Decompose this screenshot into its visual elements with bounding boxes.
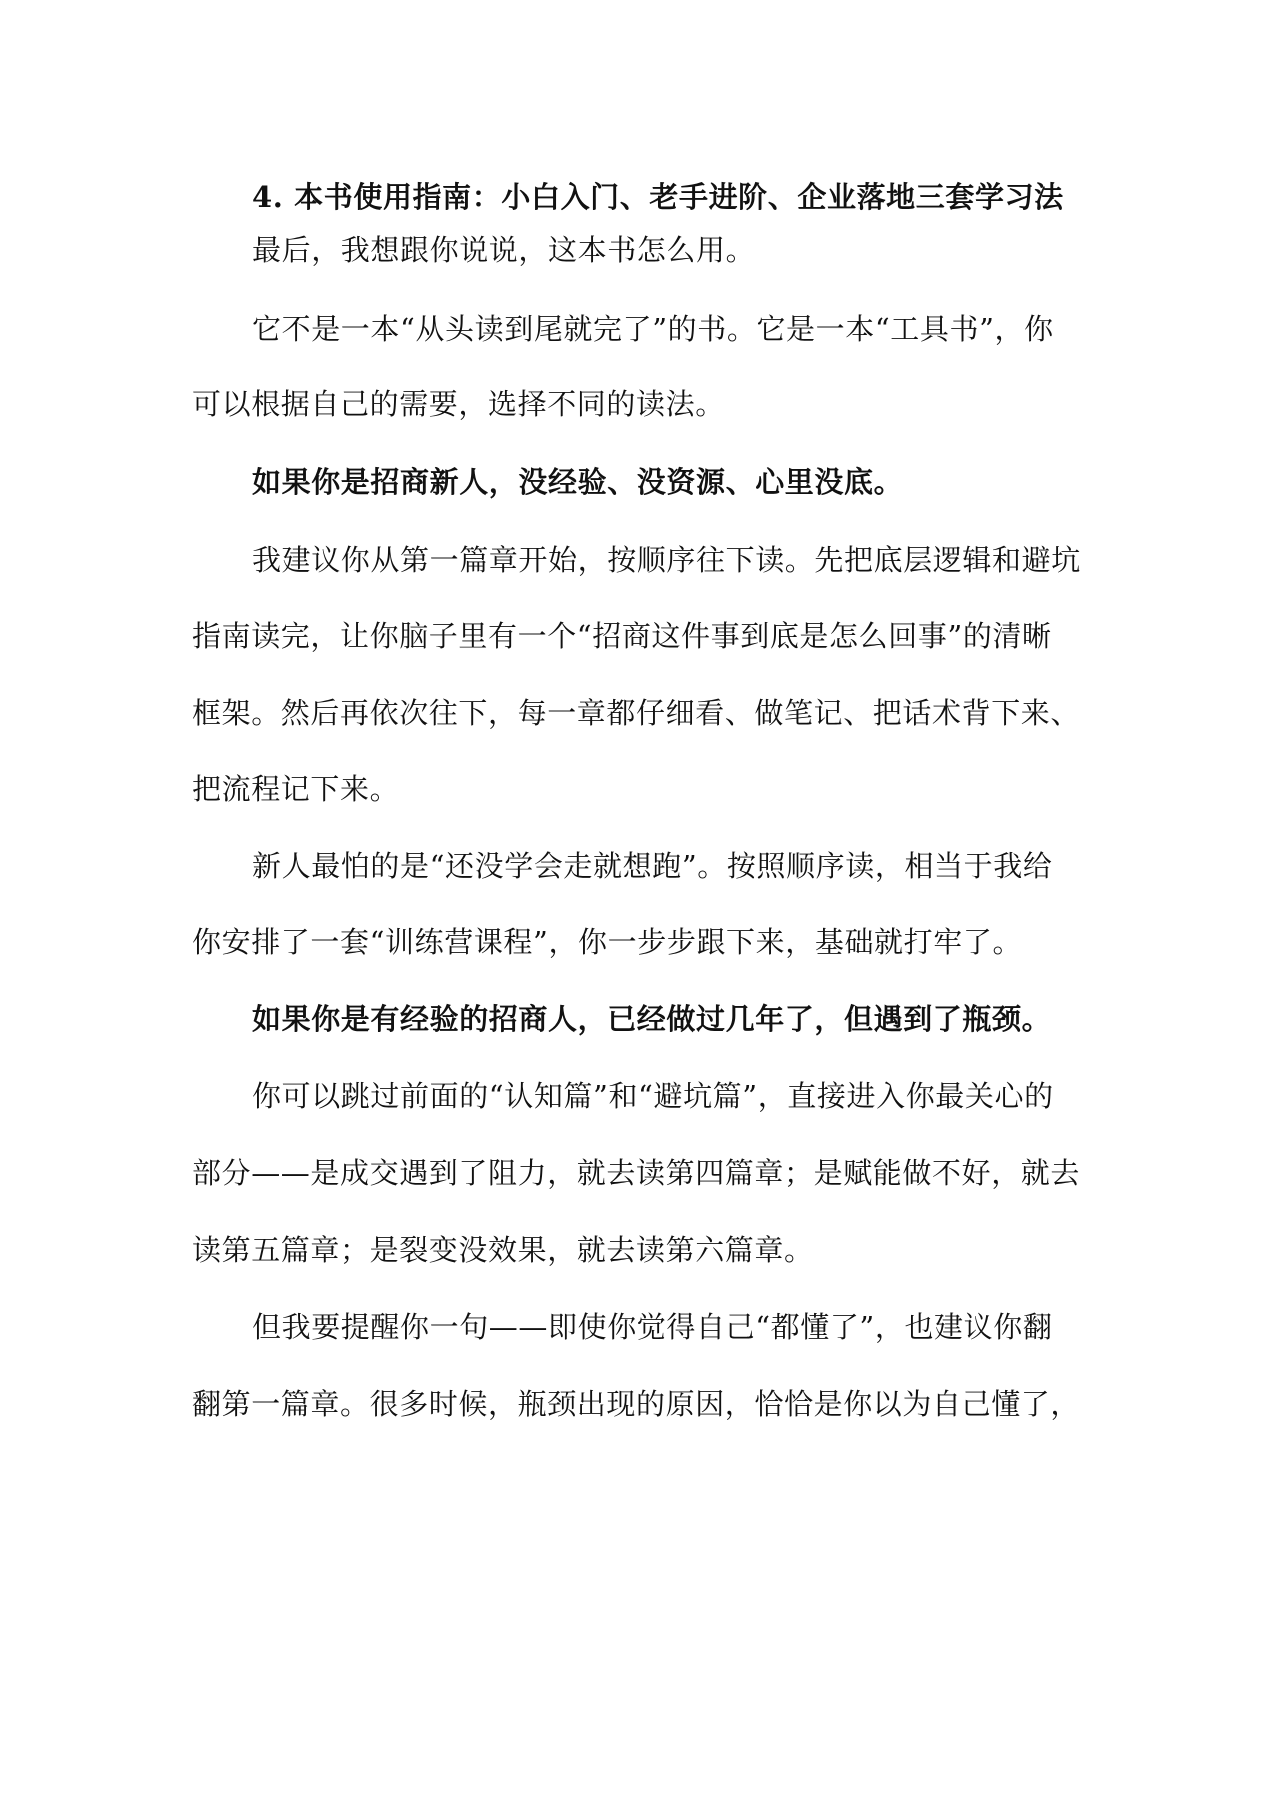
paragraph-line: 我建议你从第一篇章开始，按顺序往下读。先把底层逻辑和避坑 — [252, 543, 1081, 577]
paragraph-line: 你安排了一套“训练营课程”，你一步步跟下来，基础就打牢了。 — [192, 925, 1023, 959]
paragraph-line: 它不是一本“从头读到尾就完了”的书。它是一本“工具书”，你 — [252, 312, 1054, 346]
paragraph-line: 指南读完，让你脑子里有一个“招商这件事到底是怎么回事”的清晰 — [192, 619, 1052, 653]
paragraph-line: 部分——是成交遇到了阻力，就去读第四篇章；是赋能做不好，就去 — [192, 1156, 1081, 1190]
paragraph-line: 你可以跳过前面的“认知篇”和“避坑篇”，直接进入你最关心的 — [252, 1079, 1054, 1113]
paragraph-line: 但我要提醒你一句——即使你觉得自己“都懂了”，也建议你翻 — [252, 1310, 1053, 1344]
subheading-newcomer: 如果你是招商新人，没经验、没资源、心里没底。 — [252, 465, 904, 499]
paragraph-line: 翻第一篇章。很多时候，瓶颈出现的原因，恰恰是你以为自己懂了， — [192, 1387, 1081, 1421]
paragraph-line: 新人最怕的是“还没学会走就想跑”。按照顺序读，相当于我给 — [252, 849, 1053, 883]
subheading-experienced: 如果你是有经验的招商人，已经做过几年了，但遇到了瓶颈。 — [252, 1002, 1052, 1036]
paragraph-line: 框架。然后再依次往下，每一章都仔细看、做笔记、把话术背下来、 — [192, 696, 1081, 730]
paragraph-line: 把流程记下来。 — [192, 772, 400, 806]
section-heading: 4. 本书使用指南：小白入门、老手进阶、企业落地三套学习法 — [252, 180, 1064, 214]
paragraph-line: 可以根据自己的需要，选择不同的读法。 — [192, 387, 725, 421]
paragraph-line: 最后，我想跟你说说，这本书怎么用。 — [252, 233, 756, 267]
paragraph-line: 读第五篇章；是裂变没效果，就去读第六篇章。 — [192, 1233, 814, 1267]
